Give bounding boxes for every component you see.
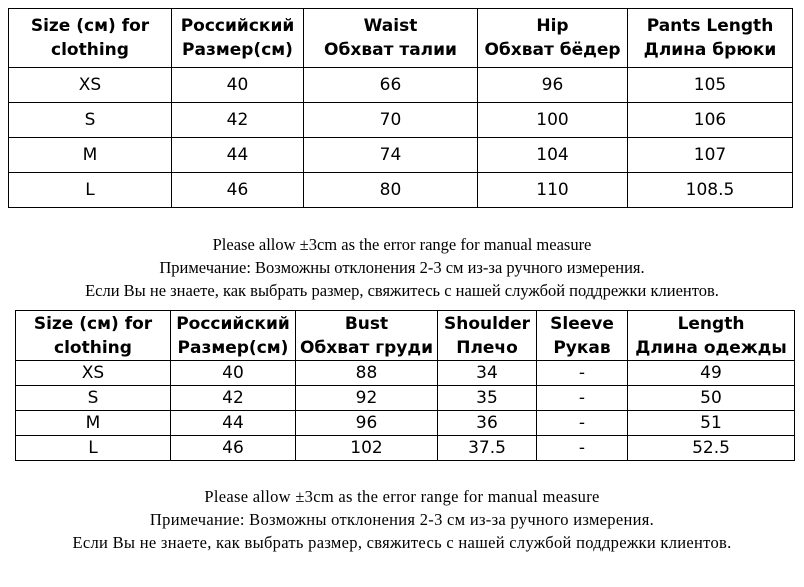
table-row — [9, 173, 793, 208]
header-waist: Waist Обхват талии — [304, 9, 478, 68]
header-russian-size: Российский Размер(см) — [171, 311, 296, 361]
table-row — [9, 138, 793, 173]
note-line: Примечание: Возможны отклонения 2-3 см из-за ручного измерения. — [149, 510, 655, 529]
measurement-note-2 — [0, 485, 804, 554]
table-cell: 96 — [296, 411, 438, 436]
header-sleeve: Sleeve Рукав — [537, 311, 628, 361]
header-hip: Hip Обхват бёдер — [478, 9, 628, 68]
table-cell: 50 — [628, 386, 795, 411]
header-length: Length Длина одежды — [628, 311, 795, 361]
table-cell: S — [9, 103, 172, 138]
table-cell: 49 — [628, 361, 795, 386]
table-cell: - — [537, 361, 628, 386]
table-cell: 37.5 — [438, 436, 537, 461]
table-cell: 52.5 — [628, 436, 795, 461]
note-line: Please allow ±3cm as the error range for manual measure — [212, 235, 592, 254]
table-cell: 100 — [478, 103, 628, 138]
table-cell: 51 — [628, 411, 795, 436]
table-cell: 40 — [171, 361, 296, 386]
table-row — [16, 411, 795, 436]
table-row — [9, 103, 793, 138]
table-cell: L — [9, 173, 172, 208]
note-line: Please allow ±3cm as the error range for manual measure — [204, 487, 600, 506]
table-cell: XS — [16, 361, 171, 386]
table-cell: 46 — [172, 173, 304, 208]
header-russian-size: Российский Размер(см) — [172, 9, 304, 68]
table-cell: S — [16, 386, 171, 411]
note-line: Примечание: Возможны отклонения 2-3 см из-за ручного измерения. — [159, 258, 645, 277]
table-cell: 105 — [628, 68, 793, 103]
table-cell: M — [16, 411, 171, 436]
header-size-clothing: Size (см) for clothing — [16, 311, 171, 361]
header-shoulder: Shoulder Плечо — [438, 311, 537, 361]
table-cell: 110 — [478, 173, 628, 208]
table-cell: 44 — [172, 138, 304, 173]
measurement-note-1 — [0, 233, 804, 302]
table-cell: 102 — [296, 436, 438, 461]
table-row — [16, 361, 795, 386]
table-cell: 42 — [172, 103, 304, 138]
table-cell: 96 — [478, 68, 628, 103]
table-cell: 36 — [438, 411, 537, 436]
note-line: Если Вы не знаете, как выбрать размер, свяжитесь с нашей службой поддрежки клиентов. — [85, 281, 719, 300]
note-line: Если Вы не знаете, как выбрать размер, свяжитесь с нашей службой поддрежки клиентов. — [72, 533, 732, 552]
table-cell: 44 — [171, 411, 296, 436]
table-row — [9, 68, 793, 103]
table-cell: 35 — [438, 386, 537, 411]
table-cell: 88 — [296, 361, 438, 386]
table-row — [16, 436, 795, 461]
table-cell: 80 — [304, 173, 478, 208]
table-cell: 107 — [628, 138, 793, 173]
table-cell: 42 — [171, 386, 296, 411]
table-cell: 108.5 — [628, 173, 793, 208]
header-bust: Bust Обхват груди — [296, 311, 438, 361]
table-cell: 66 — [304, 68, 478, 103]
header-size-clothing: Size (см) for clothing — [9, 9, 172, 68]
table-cell: XS — [9, 68, 172, 103]
table-cell: 40 — [172, 68, 304, 103]
table-header-row — [16, 311, 795, 361]
table-cell: - — [537, 386, 628, 411]
top-size-table — [15, 310, 795, 461]
table-cell: 46 — [171, 436, 296, 461]
table-cell: - — [537, 411, 628, 436]
table-cell: L — [16, 436, 171, 461]
table-row — [16, 386, 795, 411]
table-cell: 92 — [296, 386, 438, 411]
table-cell: 70 — [304, 103, 478, 138]
table-header-row — [9, 9, 793, 68]
table-cell: 106 — [628, 103, 793, 138]
pants-size-table — [8, 8, 793, 208]
table-cell: 74 — [304, 138, 478, 173]
table-cell: 104 — [478, 138, 628, 173]
header-pants-length: Pants Length Длина брюки — [628, 9, 793, 68]
table-cell: - — [537, 436, 628, 461]
table-cell: M — [9, 138, 172, 173]
table-cell: 34 — [438, 361, 537, 386]
